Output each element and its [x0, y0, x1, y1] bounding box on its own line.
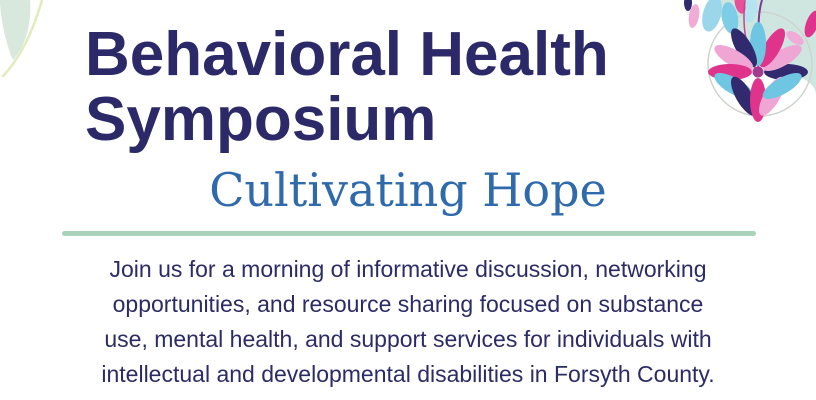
circle-outline: [708, 12, 812, 116]
mint-corner-leaf: [714, 0, 816, 95]
body-line-3: use, mental health, and support services for individuals with: [104, 326, 712, 352]
body-line-2: opportunities, and resource sharing focused on substance: [112, 291, 704, 317]
sage-leaf-shape: [0, 0, 30, 60]
body-line-4: intellectual and developmental disabilities in Forsyth County.: [101, 361, 715, 387]
flower-petals: [708, 22, 808, 122]
pink-leaf: [687, 3, 701, 28]
body-line-1: Join us for a morning of informative discussion, networking: [109, 256, 707, 282]
title-line-1: Behavioral Health: [85, 20, 609, 89]
blue-leaf: [699, 0, 726, 34]
flower-center: [753, 67, 764, 78]
subtitle: Cultivating Hope: [209, 163, 607, 217]
blue-leaf: [719, 1, 740, 35]
pink-leaf: [784, 28, 806, 48]
leaf-vine-icon: [0, 0, 60, 100]
light-blue-leaf: [742, 0, 759, 24]
body-paragraph: [0, 252, 816, 392]
page-title: [85, 22, 609, 152]
title-line-2: Symposium: [85, 85, 437, 154]
magenta-leaf: [802, 9, 816, 39]
flower-stem: [744, 0, 756, 70]
divider-line: [62, 231, 756, 236]
magenta-leaf: [733, 0, 748, 15]
navy-leaf: [684, 0, 692, 11]
flower-stem: [758, 0, 762, 72]
vine-curve: [3, 0, 42, 76]
flower-cluster-icon: [676, 0, 816, 130]
